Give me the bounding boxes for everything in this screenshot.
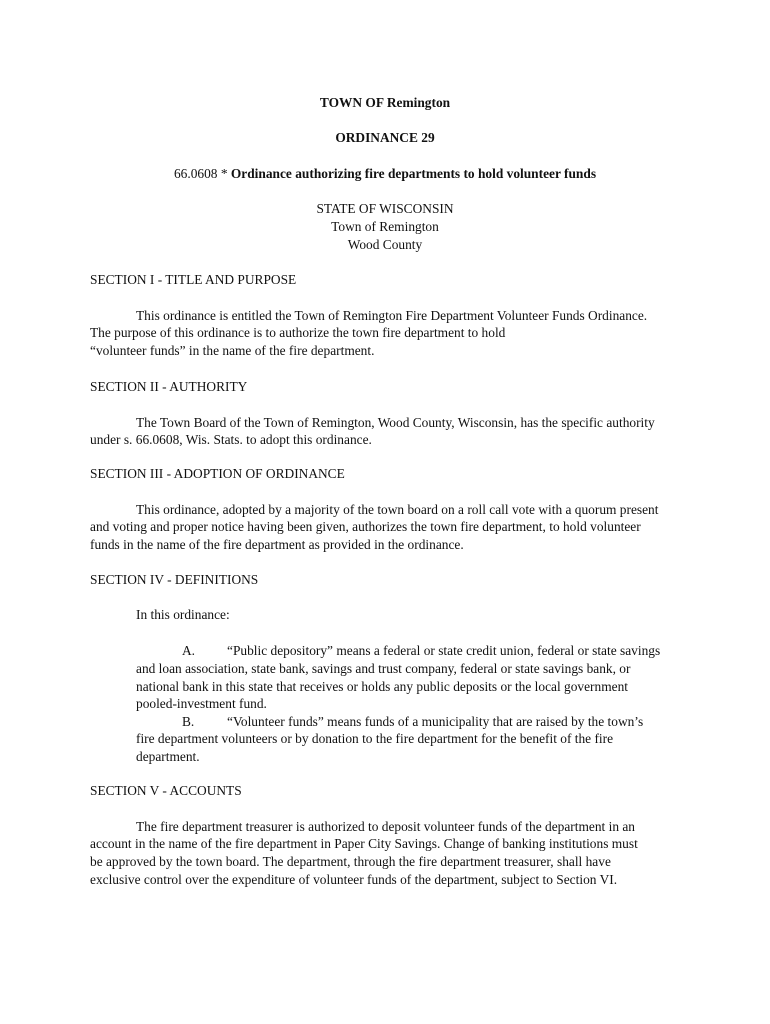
definition-b-line: fire department volunteers or by donation to the fire department for the benefit of the fire bbox=[136, 731, 614, 746]
section-5-heading: SECTION V - ACCOUNTS bbox=[90, 783, 242, 798]
definition-a-marker: A. bbox=[182, 643, 196, 658]
section-5-line: The fire department treasurer is authorized to deposit volunteer funds of the department in an bbox=[136, 819, 635, 834]
definition-b-line: “Volunteer funds” means funds of a municipality that are raised by the town’s bbox=[227, 714, 644, 729]
section-2-heading: SECTION II - AUTHORITY bbox=[90, 379, 248, 394]
section-1-heading: SECTION I - TITLE AND PURPOSE bbox=[90, 272, 297, 287]
section-1-line: “volunteer funds” in the name of the fire department. bbox=[90, 343, 375, 358]
section-5-line: be approved by the town board. The department, through the fire department treasurer, shall have bbox=[90, 854, 611, 869]
definition-a-line: national bank in this state that receives or holds any public deposits or the local government bbox=[136, 679, 628, 694]
ordinance-number: ORDINANCE 29 bbox=[335, 130, 435, 145]
statute-prefix: 66.0608 * bbox=[173, 166, 231, 181]
section-4-intro: In this ordinance: bbox=[136, 607, 230, 622]
section-4-heading: SECTION IV - DEFINITIONS bbox=[90, 572, 259, 587]
statute-title: Ordinance authorizing fire departments to hold volunteer funds bbox=[230, 166, 597, 181]
statute-heading bbox=[0, 167, 770, 180]
definition-b-marker: B. bbox=[182, 714, 195, 729]
section-5-line: exclusive control over the expenditure of volunteer funds of the department, subject to Section VI. bbox=[90, 872, 618, 887]
town-title: TOWN OF Remington bbox=[319, 95, 451, 110]
section-3-heading: SECTION III - ADOPTION OF ORDINANCE bbox=[90, 466, 345, 481]
definition-a-line: pooled-investment fund. bbox=[136, 696, 267, 711]
definition-a-line: “Public depository” means a federal or state credit union, federal or state savings bbox=[227, 643, 661, 658]
county-line: Wood County bbox=[347, 237, 423, 252]
section-3-line: funds in the name of the fire department as provided in the ordinance. bbox=[90, 537, 464, 552]
section-3-line: This ordinance, adopted by a majority of the town board on a roll call vote with a quorum present bbox=[136, 502, 659, 517]
town-line: Town of Remington bbox=[331, 219, 439, 234]
definition-a-line: and loan association, state bank, savings and trust company, federal or state savings bank, or bbox=[136, 661, 631, 676]
section-2-line: The Town Board of the Town of Remington, Wood County, Wisconsin, has the specific authority bbox=[136, 415, 655, 430]
definition-b-line: department. bbox=[136, 749, 200, 764]
section-2-line: under s. 66.0608, Wis. Stats. to adopt this ordinance. bbox=[90, 432, 372, 447]
section-5-line: account in the name of the fire department in Paper City Savings. Change of banking institutions must bbox=[90, 836, 638, 851]
state-line: STATE OF WISCONSIN bbox=[316, 201, 454, 216]
section-3-line: and voting and proper notice having been given, authorizes the town fire department, to hold volunteer bbox=[90, 519, 641, 534]
section-1-line: This ordinance is entitled the Town of Remington Fire Department Volunteer Funds Ordinance. bbox=[136, 308, 648, 323]
section-1-line: The purpose of this ordinance is to authorize the town fire department to hold bbox=[90, 325, 506, 340]
